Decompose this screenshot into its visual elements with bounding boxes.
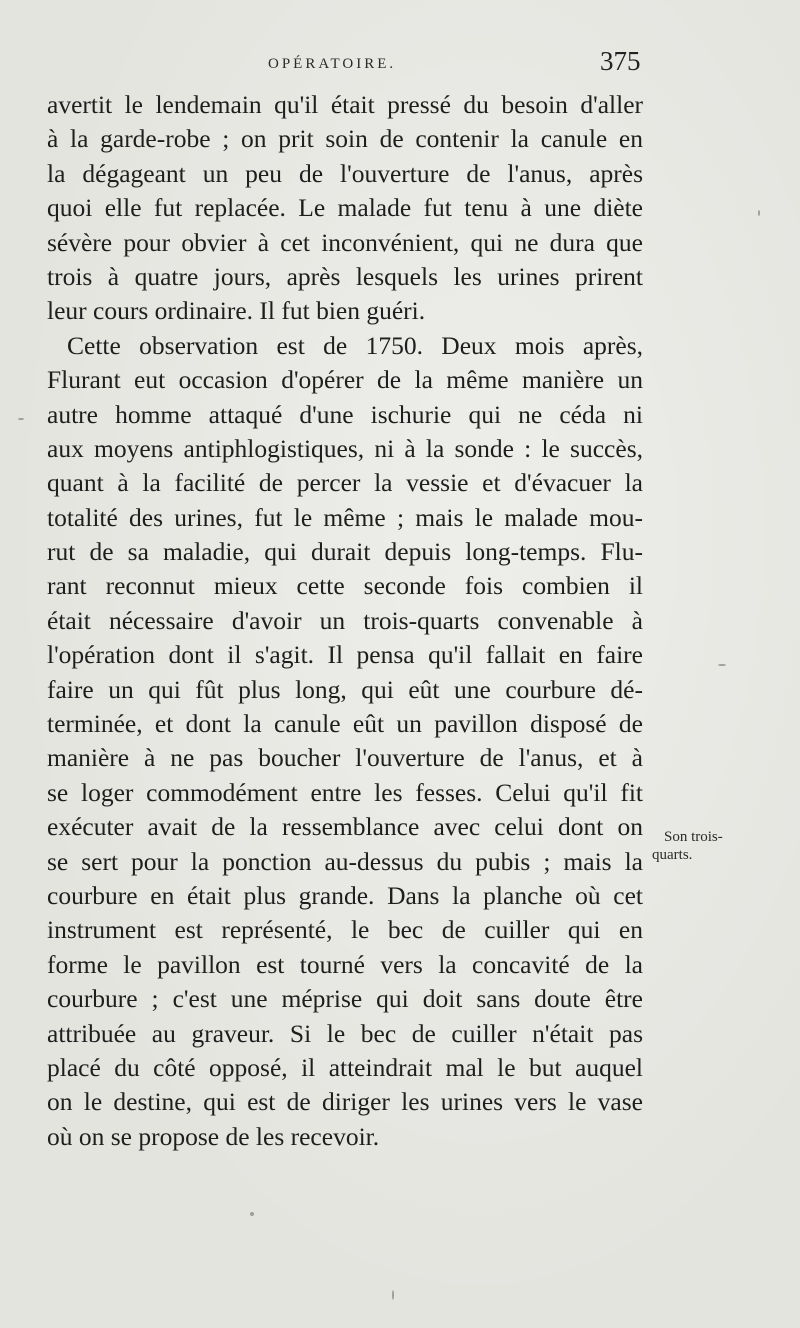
text-line: placé du côté opposé, il atteindrait mal le but auquel (47, 1052, 643, 1082)
paper-speck (18, 418, 24, 420)
text-line: totalité des urines, fut le même ; mais le malade mou- (47, 502, 643, 532)
paragraph-start-line: Cette observation est de 1750. Deux mois après, (67, 330, 643, 360)
text-line: exécuter avait de la ressemblance avec celui dont on (47, 812, 643, 842)
text-line: faire un qui fût plus long, qui eût une courbure dé- (47, 674, 643, 704)
text-line: se loger commodément entre les fesses. Celui qu'il fit (47, 777, 643, 807)
body-text (47, 88, 643, 1154)
text-line: rut de sa maladie, qui durait depuis long-temps. Flu- (47, 537, 643, 567)
text-line: courbure ; c'est une méprise qui doit sans doute être (47, 984, 643, 1014)
text-line: à la garde-robe ; on prit soin de contenir la canule en (47, 124, 643, 154)
text-line: se sert pour la ponction au-dessus du pubis ; mais la (47, 846, 643, 876)
paper-speck (250, 1212, 254, 1216)
text-line: attribuée au graveur. Si le bec de cuiller n'était pas (47, 1018, 643, 1048)
text-line: forme le pavillon est tourné vers la concavité de la (47, 949, 643, 979)
page-number: 375 (600, 46, 641, 76)
text-line: on le destine, qui est de diriger les urines vers le vase (47, 1087, 643, 1117)
text-line: courbure en était plus grande. Dans la planche où cet (47, 880, 643, 910)
text-line: autre homme attaqué d'une ischurie qui ne céda ni (47, 399, 643, 429)
text-line: manière à ne pas boucher l'ouverture de l'anus, et à (47, 743, 643, 773)
paper-speck (392, 1290, 394, 1300)
running-head: OPÉRATOIRE. (268, 56, 397, 72)
text-line: était nécessaire d'avoir un trois-quarts convenable à (47, 605, 643, 635)
margin-note (652, 828, 723, 864)
text-line: leur cours ordinaire. Il fut bien guéri. (47, 296, 426, 326)
text-line: quant à la facilité de percer la vessie et d'évacuer la (47, 468, 643, 498)
text-line: aux moyens antiphlogistiques, ni à la sonde : le succès, (47, 433, 643, 463)
text-line: sévère pour obvier à cet inconvénient, qui ne dura que (47, 227, 643, 257)
text-line: la dégageant un peu de l'ouverture de l'anus, après (47, 158, 643, 188)
text-line: avertit le lendemain qu'il était pressé du besoin d'aller (47, 90, 643, 119)
paper-speck (758, 210, 760, 216)
margin-note-line: Son trois- (664, 829, 723, 845)
text-line: rant reconnut mieux cette seconde fois combien il (47, 571, 643, 601)
text-line: où on se propose de les recevoir. (47, 1121, 380, 1151)
text-line: quoi elle fut replacée. Le malade fut tenu à une diète (47, 193, 643, 223)
text-line: trois à quatre jours, après lesquels les urines prirent (47, 261, 643, 291)
text-line: Flurant eut occasion d'opérer de la même manière un (47, 365, 643, 395)
text-line: instrument est représenté, le bec de cuiller qui en (47, 915, 643, 945)
margin-note-line: quarts. (652, 847, 693, 863)
text-line: l'opération dont il s'agit. Il pensa qu'il fallait en faire (47, 640, 643, 670)
paper-speck (718, 664, 726, 666)
text-line: terminée, et dont la canule eût un pavillon disposé de (47, 709, 643, 739)
